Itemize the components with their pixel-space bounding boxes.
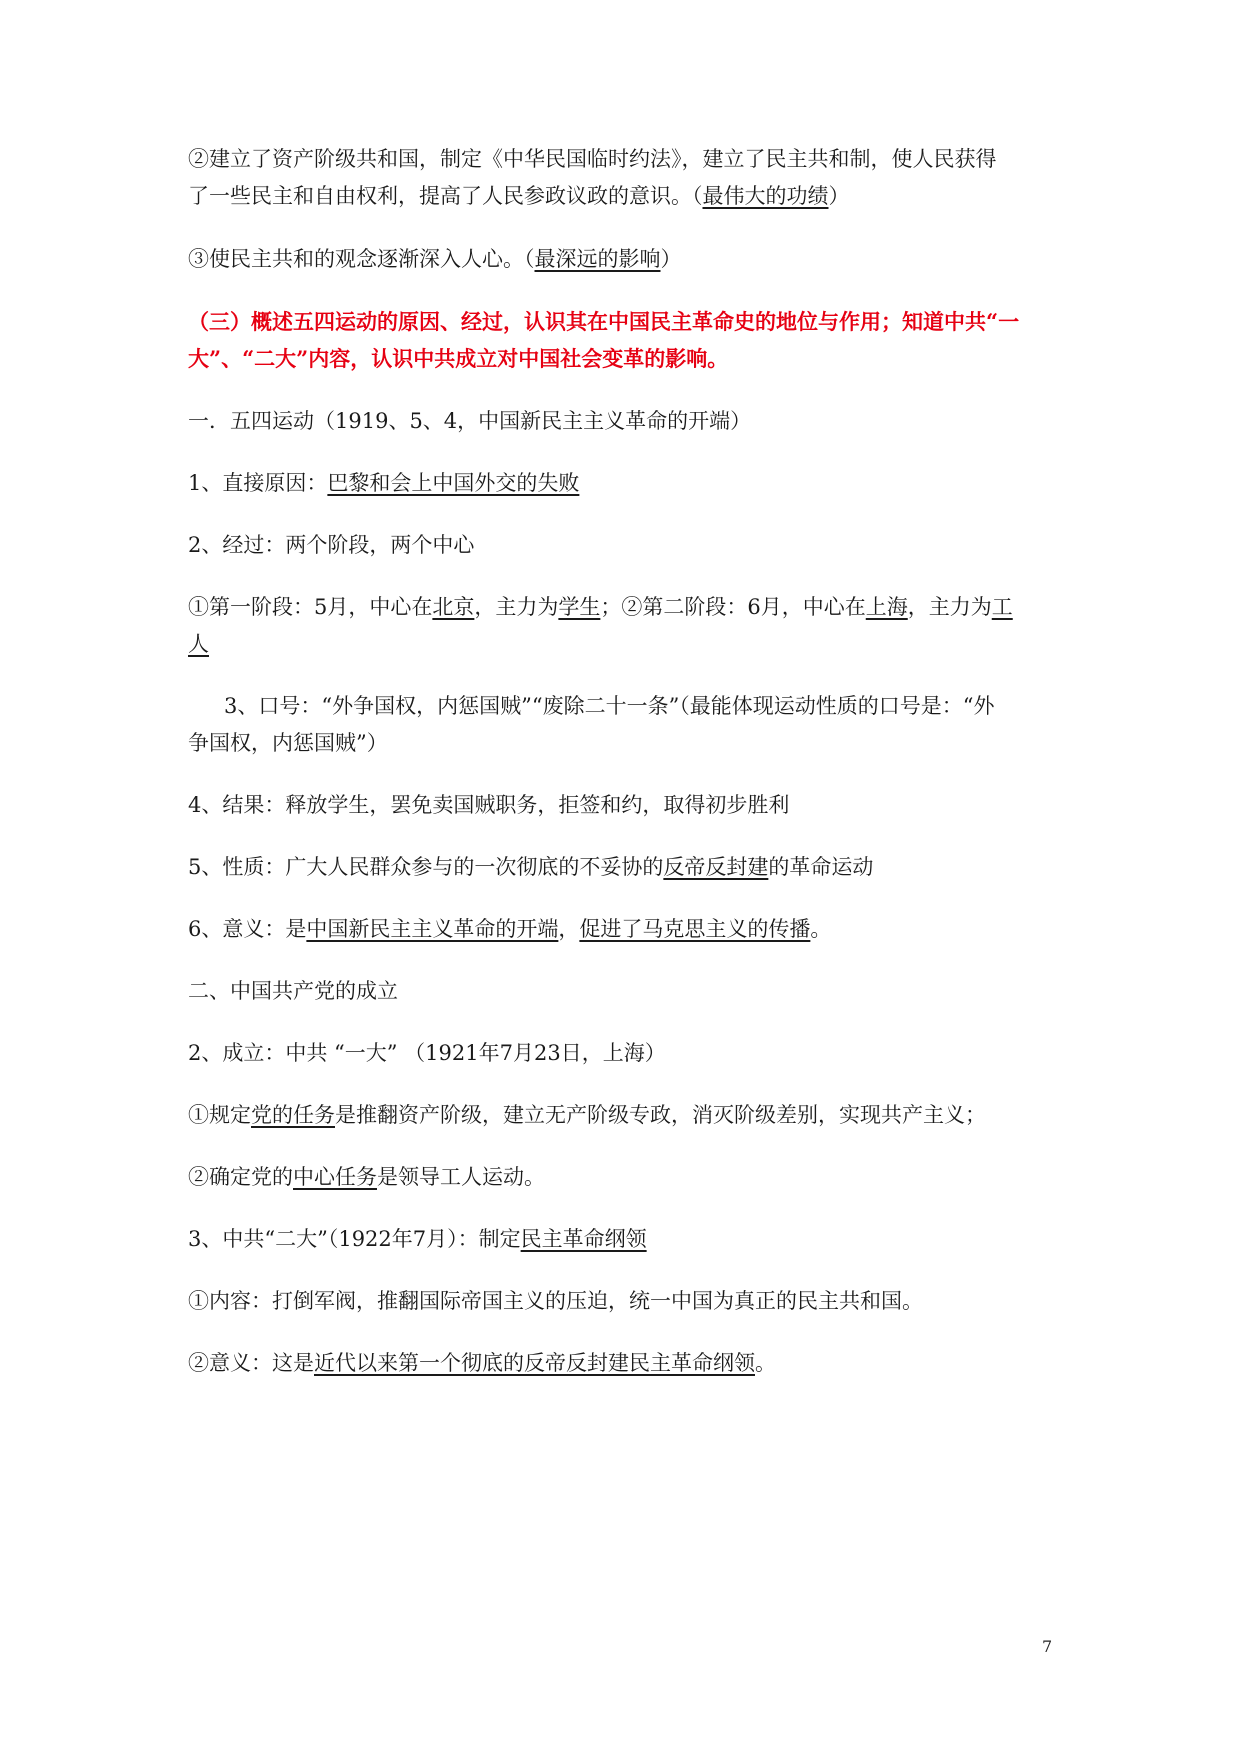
text-segment: ①第一阶段：5月，中心在 bbox=[188, 595, 433, 619]
underlined-text: 促进了马克思主义的传播 bbox=[579, 917, 811, 941]
text-line bbox=[188, 1101, 986, 1129]
text-line bbox=[188, 531, 474, 559]
underlined-text: 上海 bbox=[865, 595, 908, 619]
text-segment: ①内容：打倒军阀，推翻国际帝国主义的压迫，统一中国为真正的民主共和国。 bbox=[188, 1289, 923, 1313]
text-segment: ①规定 bbox=[188, 1103, 251, 1127]
text-segment: 争国权，内惩国贼”） bbox=[188, 731, 388, 755]
text-line bbox=[188, 977, 398, 1005]
text-segment: ③使民主共和的观念逐渐深入人心。（ bbox=[188, 247, 535, 271]
text-line bbox=[188, 469, 579, 497]
text-segment: 2、成立：中共 “一大” （1921年7月23日，上海） bbox=[188, 1041, 666, 1065]
text-line bbox=[188, 630, 209, 658]
underlined-text: 学生 bbox=[558, 595, 601, 619]
text-line bbox=[188, 345, 728, 373]
text-segment: ，主力为 bbox=[907, 595, 992, 619]
text-segment: 。 bbox=[810, 917, 832, 941]
underlined-text: 最伟大的功绩 bbox=[702, 184, 829, 208]
text-segment: 了一些民主和自由权利，提高了人民参政议政的意识。（ bbox=[188, 184, 703, 208]
text-segment: 的革命运动 bbox=[768, 855, 874, 879]
text-line bbox=[188, 593, 1013, 621]
underlined-text: 巴黎和会上中国外交的失败 bbox=[327, 471, 580, 495]
text-line bbox=[188, 1287, 923, 1315]
text-line bbox=[188, 1163, 545, 1191]
text-segment: 二、中国共产党的成立 bbox=[188, 979, 398, 1003]
underlined-text: 民主革命纲领 bbox=[520, 1227, 647, 1251]
text-segment: 。 bbox=[755, 1351, 776, 1375]
underlined-text: 北京 bbox=[432, 595, 475, 619]
text-line bbox=[188, 1349, 776, 1377]
underlined-text: 反帝反封建 bbox=[663, 855, 769, 879]
text-segment: 是推翻资产阶级，建立无产阶级专政，消灭阶级差别，实现共产主义； bbox=[335, 1103, 986, 1127]
text-segment: ②建立了资产阶级共和国，制定《中华民国临时约法》，建立了民主共和制，使人民获得 bbox=[188, 147, 997, 171]
underlined-text: 中国新民主主义革命的开端 bbox=[306, 917, 559, 941]
text-line bbox=[188, 145, 997, 173]
text-segment: 大”、“二大”内容，认识中共成立对中国社会变革的影响。 bbox=[188, 346, 729, 371]
page-number: 7 bbox=[1042, 1637, 1053, 1656]
underlined-text: 中心任务 bbox=[293, 1165, 377, 1189]
text-segment: 3、中共“二大”（1922年7月）：制定 bbox=[188, 1227, 521, 1251]
text-line bbox=[188, 853, 873, 881]
text-segment: ；②第二阶段：6月，中心在 bbox=[600, 595, 866, 619]
text-segment: ②意义：这是 bbox=[188, 1351, 314, 1375]
text-line bbox=[188, 791, 789, 819]
underlined-text: 工 bbox=[991, 595, 1013, 619]
underlined-text: 党的任务 bbox=[251, 1103, 335, 1127]
text-segment: 5、性质：广大人民群众参与的一次彻底的不妥协的 bbox=[188, 855, 664, 879]
text-line bbox=[188, 245, 682, 273]
text-line bbox=[188, 407, 751, 435]
text-segment: ） bbox=[660, 247, 682, 271]
text-line bbox=[188, 1225, 647, 1253]
underlined-text: 近代以来第一个彻底的反帝反封建民主革命纲领 bbox=[314, 1351, 755, 1375]
text-segment: 是领导工人运动。 bbox=[377, 1165, 545, 1189]
text-line bbox=[188, 1039, 666, 1067]
text-segment: （三）概述五四运动的原因、经过，认识其在中国民主革命史的地位与作用；知道中共“一 bbox=[188, 309, 1020, 334]
text-segment: ， bbox=[558, 917, 580, 941]
text-segment: 3、口号：“外争国权，内惩国贼”“废除二十一条”（最能体现运动性质的口号是：“外 bbox=[224, 694, 995, 718]
text-line bbox=[188, 308, 1019, 336]
text-line bbox=[188, 915, 831, 943]
underlined-text: 最深远的影响 bbox=[534, 247, 661, 271]
text-segment: 1、直接原因： bbox=[188, 471, 328, 495]
text-segment: 一．五四运动（1919、5、4，中国新民主主义革命的开端） bbox=[188, 409, 752, 433]
text-line bbox=[188, 182, 850, 210]
text-segment: ，主力为 bbox=[474, 595, 559, 619]
text-line bbox=[224, 692, 995, 720]
text-segment: 2、经过：两个阶段，两个中心 bbox=[188, 533, 475, 557]
text-segment: ） bbox=[828, 184, 850, 208]
text-line bbox=[188, 729, 388, 757]
underlined-text: 人 bbox=[188, 632, 209, 656]
text-segment: ②确定党的 bbox=[188, 1165, 293, 1189]
text-segment: 4、结果：释放学生，罢免卖国贼职务，拒签和约，取得初步胜利 bbox=[188, 793, 790, 817]
text-segment: 6、意义：是 bbox=[188, 917, 307, 941]
